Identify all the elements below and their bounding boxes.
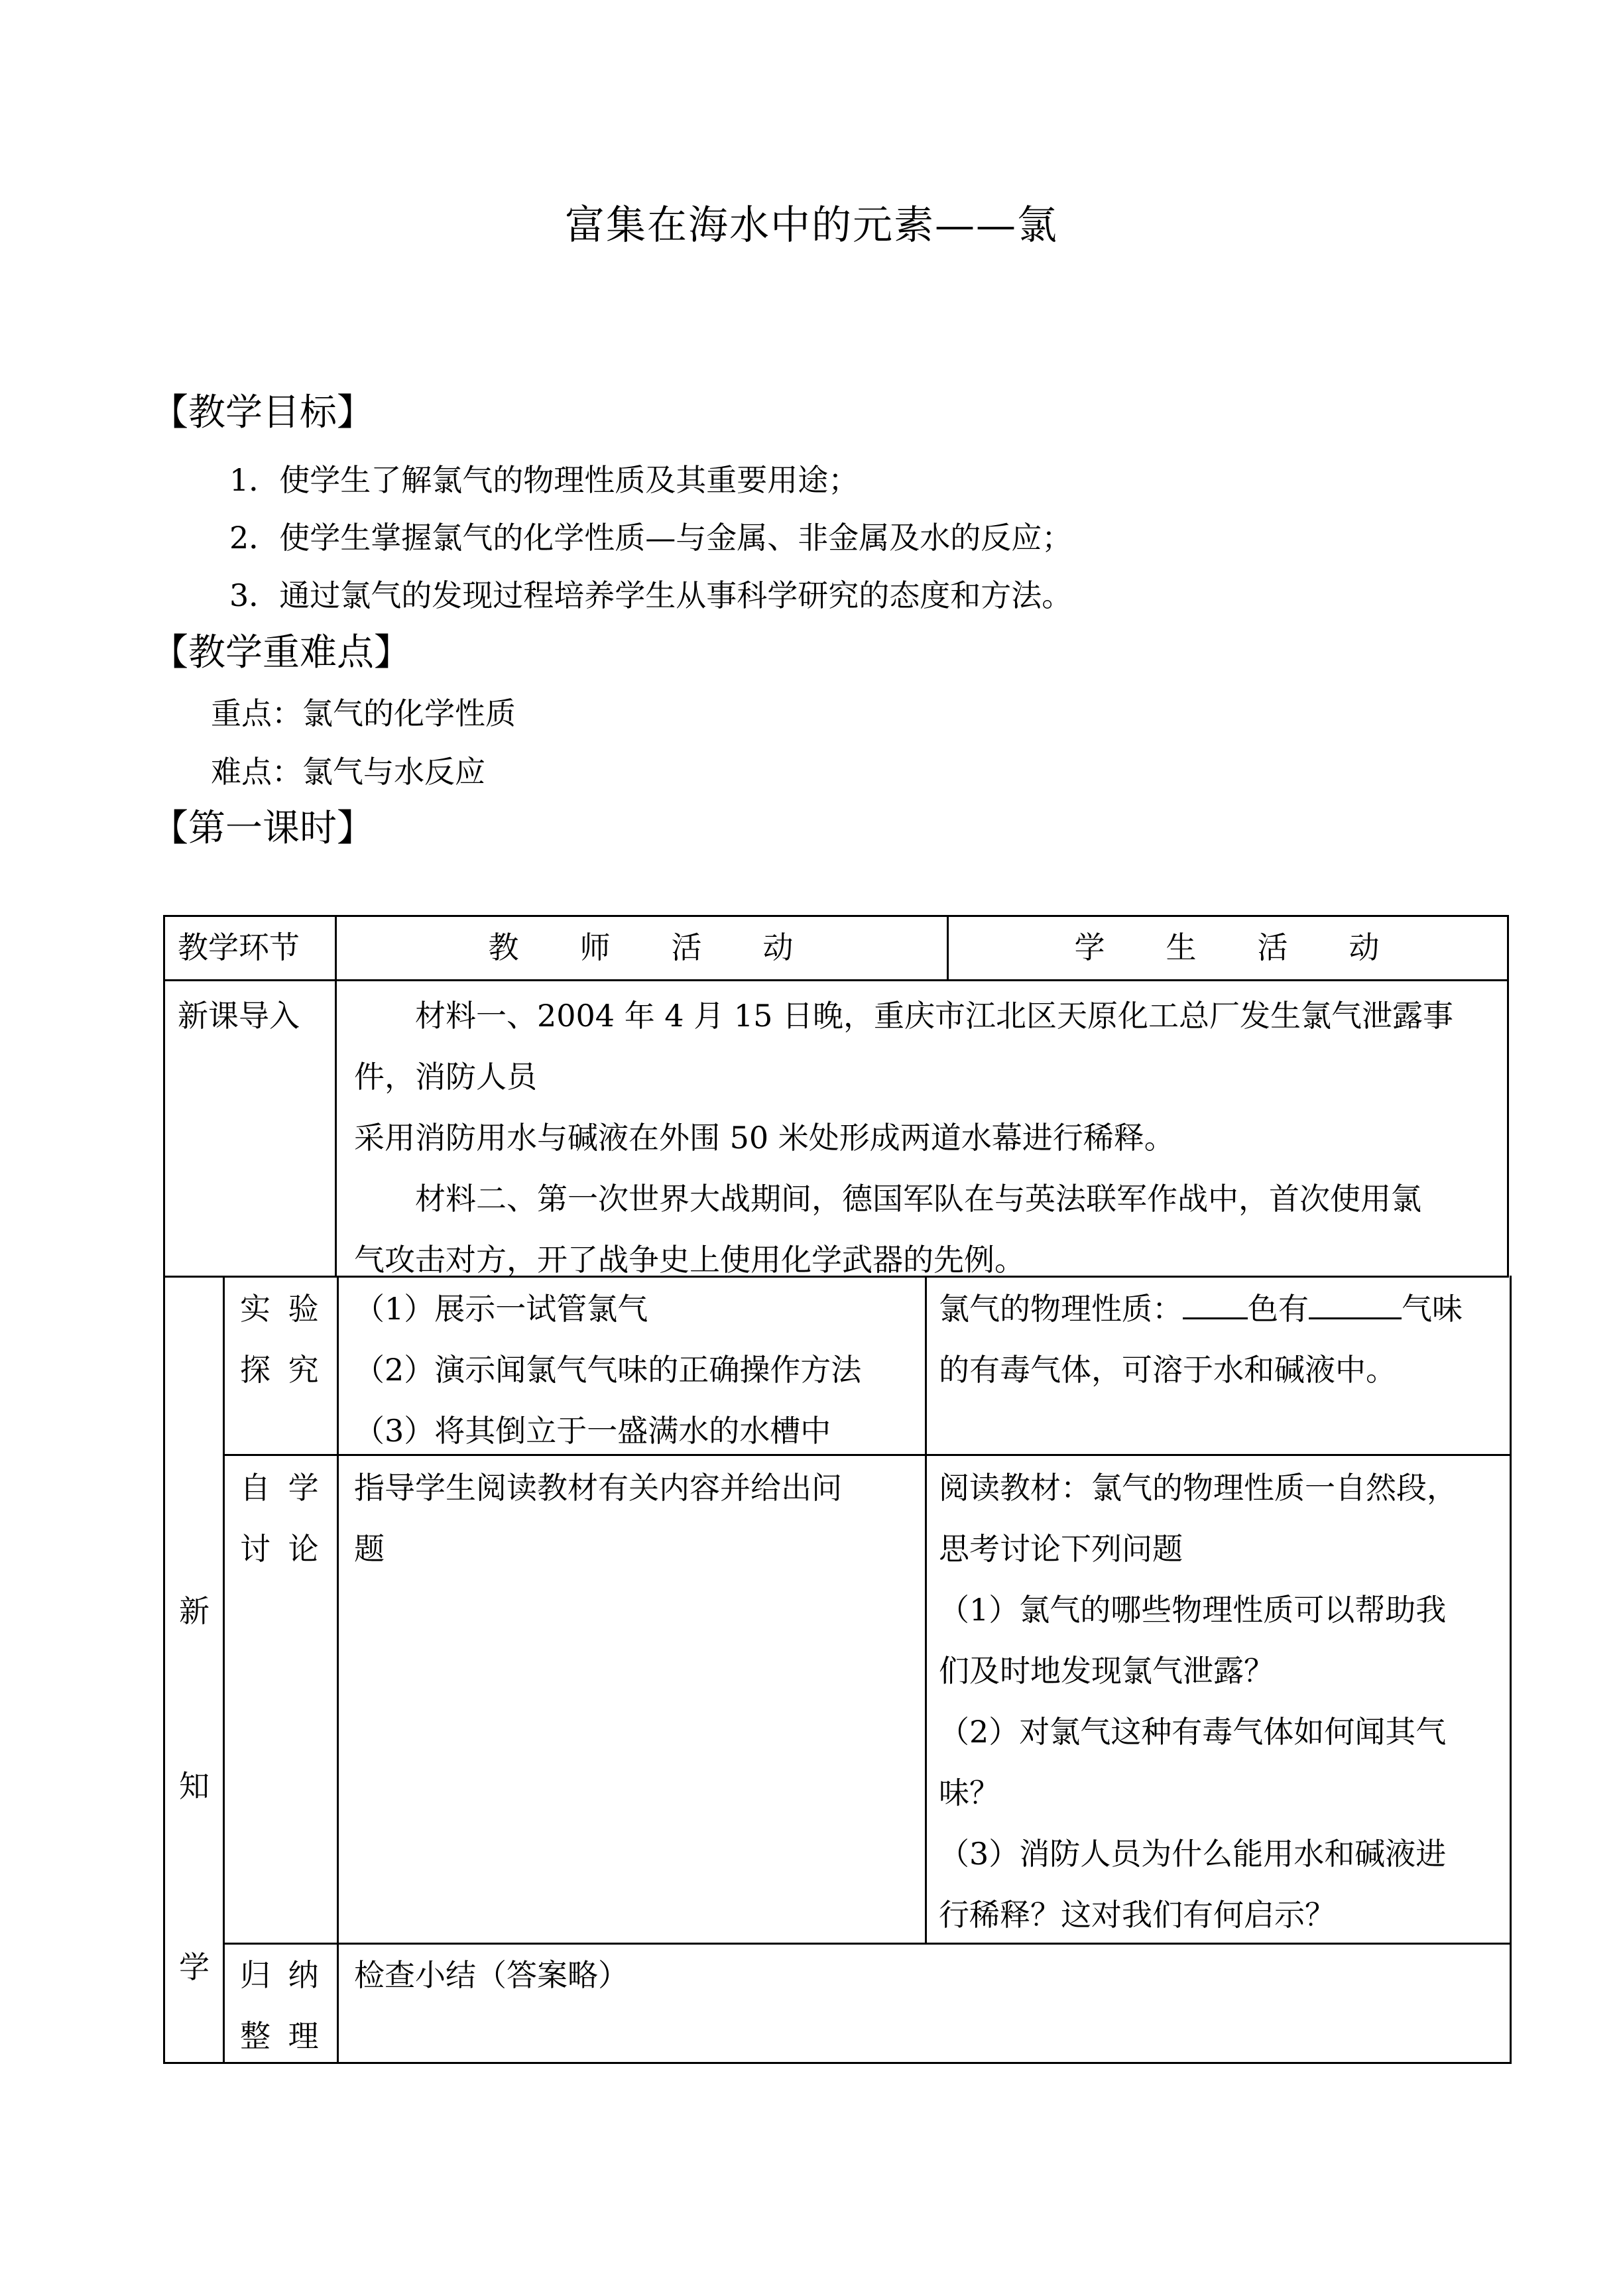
experiment-label [240,1278,323,1400]
table-border [163,2062,1512,2064]
summary-teacher: 检查小结（答案略） [354,1957,629,1993]
physical-property-line-1 [939,1278,1463,1339]
material-2-line-1: 材料二、第一次世界大战期间，德国军队在与英法联军作战中，首次使用氯 [415,1181,1421,1217]
table-border [925,1276,927,1943]
experiment-step-3: （3）将其倒立于一盛满水的水槽中 [354,1413,831,1449]
material-2-line-2: 气攻击对方，开了战争史上使用化学武器的先例。 [354,1242,1025,1278]
self-study-student-line-2: 思考讨论下列问题 [939,1531,1183,1567]
self-study-student-line-3: （1）氯气的哪些物理性质可以帮助我 [939,1592,1447,1628]
table-border [163,915,165,2064]
self-study-student-line-4: 们及时地发现氯气泄露？ [939,1653,1274,1689]
experiment-step-1: （1）展示一试管氯气 [354,1291,648,1327]
smell-blank [1309,1288,1402,1319]
color-text: 色有 [1248,1291,1309,1327]
self-study-teacher-line-2: 题 [354,1531,385,1567]
self-study-student-line-6: 味？ [939,1775,1000,1811]
intro-label: 新课导入 [178,998,300,1034]
experiment-step-2: （2）演示闻氯气气味的正确操作方法 [354,1352,862,1388]
experiment-student [939,1278,1463,1400]
difficult-point: 难点：氯气与水反应 [211,754,485,790]
intro-materials [354,985,1501,1290]
smell-text: 气味 [1402,1291,1463,1327]
self-study-teacher [354,1457,842,1579]
table-border [1510,1276,1512,2064]
experiment-label-line-2: 探 究 [240,1352,323,1388]
objective-1: 1．使学生了解氯气的物理性质及其重要用途； [229,462,859,498]
self-study-student-line-1: 阅读教材：氯气的物理性质一自然段， [939,1470,1457,1506]
experiment-teacher [354,1278,861,1461]
lesson-heading: 【第一课时】 [151,807,374,850]
material-1-line-2: 件，消防人员 [354,1059,537,1095]
summary-label [240,1945,323,2067]
objectives-heading: 【教学目标】 [151,391,374,434]
table-border [337,1276,339,2064]
key-point: 重点：氯气的化学性质 [211,695,516,731]
color-blank [1183,1288,1248,1319]
page-title: 富集在海水中的元素——氯 [565,202,1058,249]
summary-label-line-1: 归 纳 [240,1957,323,1993]
header-student: 学 生 活 动 [1074,930,1380,965]
table-border [1507,915,1509,1276]
physical-property-line-2: 的有毒气体，可溶于水和碱液中。 [939,1352,1396,1388]
new-knowledge-char-1: 新 [179,1593,210,1629]
self-study-label [240,1457,323,1579]
experiment-label-line-1: 实 验 [240,1291,323,1327]
self-study-student-line-5: （2）对氯气这种有毒气体如何闻其气 [939,1714,1447,1750]
header-stage: 教学环节 [178,930,300,965]
self-study-teacher-line-1: 指导学生阅读教材有关内容并给出问 [354,1470,842,1506]
self-study-student-line-7: （3）消防人员为什么能用水和碱液进 [939,1836,1447,1872]
objective-3: 3．通过氯气的发现过程培养学生从事科学研究的态度和方法。 [229,577,1073,613]
header-teacher: 教 师 活 动 [488,930,794,965]
new-knowledge-char-3: 学 [179,1949,210,1985]
material-1-line-1: 材料一、2004 年 4 月 15 日晚，重庆市江北区天原化工总厂发生氯气泄露事 [415,998,1453,1034]
objective-2: 2．使学生掌握氯气的化学性质—与金属、非金属及水的反应； [229,520,1073,556]
new-knowledge-char-2: 知 [179,1768,210,1804]
keypoints-heading: 【教学重难点】 [151,631,411,674]
self-study-student-line-8: 行稀释？这对我们有何启示？ [939,1897,1335,1933]
self-study-label-line-1: 自 学 [240,1470,323,1506]
summary-label-line-2: 整 理 [240,2018,323,2054]
self-study-label-line-2: 讨 论 [240,1531,323,1567]
material-1-line-3: 采用消防用水与碱液在外围 50 米处形成两道水幕进行稀释。 [354,1120,1175,1156]
table-border [163,979,1509,981]
physical-property-label: 氯气的物理性质： [939,1291,1183,1327]
self-study-student [939,1457,1457,1945]
